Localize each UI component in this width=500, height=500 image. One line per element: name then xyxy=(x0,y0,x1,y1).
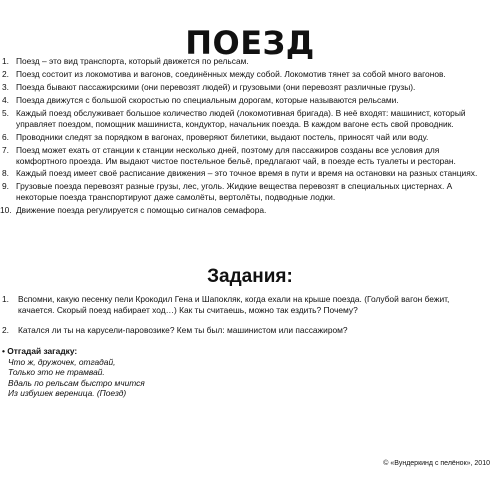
riddle-line: Только это не трамвай. xyxy=(8,367,105,378)
riddle-line: Вдаль по рельсам быстро мчится xyxy=(8,377,145,388)
item-text: Поезд состоит из локомотива и вагонов, соединённых между собой. Локомотив тянет за собой много вагонов. xyxy=(16,68,446,79)
item-text: Движение поезда регулируется с помощью сигналов семафора. xyxy=(16,205,267,216)
item-number: 6. xyxy=(2,131,9,142)
riddle-block xyxy=(0,346,480,399)
item-text: Проводники следят за порядком в вагонах, проверяют билетики, выдают постель, приносят чай или воду. xyxy=(16,131,429,142)
item-number: 10. xyxy=(0,205,12,216)
item-text: Поезд может ехать от станции к станции несколько дней, поэтому для пассажиров созданы все условия для комфортного проезда. Им выдают чистое постельное бельё, предлагают чай, в поезде есть туалеты и ресторан. xyxy=(16,144,456,166)
list-item xyxy=(0,145,480,167)
riddle-line: Что ж, дружочек, отгадай, xyxy=(8,356,116,367)
list-item xyxy=(0,205,480,216)
item-number: 5. xyxy=(2,107,9,118)
item-number: 1. xyxy=(2,294,9,304)
page-title: ПОЕЗД xyxy=(185,24,315,62)
item-number: 1. xyxy=(2,56,9,66)
copyright-note: © «Вундеркинд с пелёнок», 2010 xyxy=(383,460,490,467)
item-text: Катался ли ты на карусели-паровозике? Кем ты был: машинистом или пассажиром? xyxy=(18,325,348,335)
riddle-line: Из избушек вереница. (Поезд) xyxy=(8,388,127,399)
list-item xyxy=(0,56,480,67)
riddle-heading: • Отгадай загадку: xyxy=(2,346,78,356)
item-text: Каждый поезд обслуживает большое количество людей (локомотивная бригада). В неё входят: машинист, который управляет поездом, помощник машиниста, кондуктор, начальник поезда. В каждом вагоне есть свой проводник. xyxy=(16,107,466,129)
tasks-heading: Задания: xyxy=(207,266,293,287)
item-text: Каждый поезд имеет своё расписание движения – это точное время в пути и время на остановки на разных станциях. xyxy=(16,168,478,179)
list-item xyxy=(0,132,480,143)
list-item xyxy=(0,168,480,179)
item-number: 3. xyxy=(2,81,9,92)
list-item xyxy=(0,108,480,130)
item-text: Поезда движутся с большой скоростью по специальным дорогам, которые называются рельсами. xyxy=(16,94,399,105)
list-item xyxy=(0,294,480,316)
facts-list xyxy=(0,56,480,218)
list-item xyxy=(0,95,480,106)
item-number: 7. xyxy=(2,144,9,155)
list-item xyxy=(0,181,480,203)
list-item xyxy=(0,82,480,93)
list-item xyxy=(0,69,480,80)
item-number: 4. xyxy=(2,94,9,105)
list-item xyxy=(0,325,480,336)
item-number: 8. xyxy=(2,168,9,179)
item-text: Грузовые поезда перевозят разные грузы, лес, уголь. Жидкие вещества перевозят в специальных цистернах. А некоторые поезда транспортируют даже самолёты, вертолёты, подводные лодки. xyxy=(16,181,453,203)
item-text: Поезд – это вид транспорта, который движется по рельсам. xyxy=(16,56,249,66)
item-text: Вспомни, какую песенку пели Крокодил Гена и Шапокляк, когда ехали на крыше поезда. (Голубой вагон бежит, качается. Скорый поезд набирает ход…) Как ты считаешь, можно так ездить? Почему? xyxy=(18,294,450,315)
item-number: 9. xyxy=(2,181,9,192)
item-number: 2. xyxy=(2,325,9,335)
tasks-list xyxy=(0,294,480,336)
item-number: 2. xyxy=(2,68,9,79)
item-text: Поезда бывают пассажирскими (они перевозят людей) и грузовыми (они перевозят различные грузы). xyxy=(16,81,416,92)
